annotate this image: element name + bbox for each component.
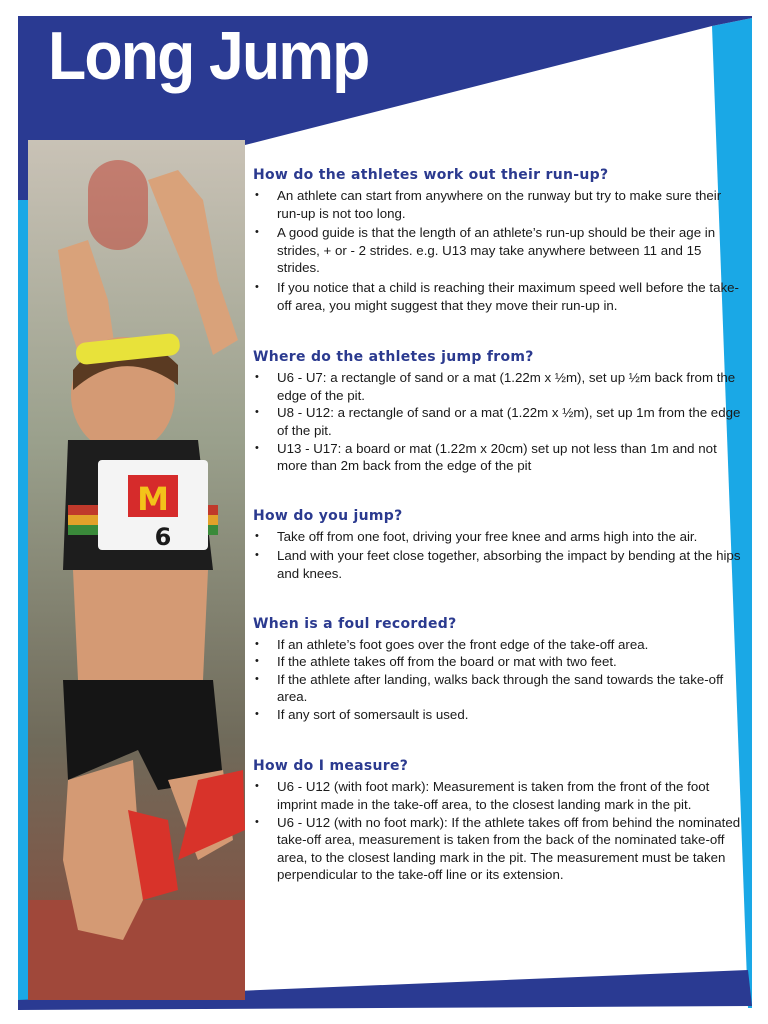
list-item: • If the athlete after landing, walks back through the sand towards the take-off area. — [253, 671, 745, 706]
section-jump-from — [253, 348, 745, 475]
bullet-list — [253, 369, 745, 475]
list-item: • If any sort of somersault is used. — [253, 706, 745, 724]
cyan-border-left — [18, 100, 28, 1008]
section-foul — [253, 615, 745, 724]
bullet-list — [253, 187, 745, 314]
bib-number: 6 — [154, 523, 172, 551]
list-item: • Land with your feet close together, absorbing the impact by bending at the hips and knees. — [253, 547, 745, 582]
section-measure — [253, 757, 745, 884]
section-run-up — [253, 166, 745, 314]
list-item: • U6 - U12 (with foot mark): Measurement is taken from the front of the foot imprint made in the take-off area, to the closest landing mark in the pit. — [253, 778, 745, 813]
list-item: • If the athlete takes off from the board or mat with two feet. — [253, 653, 745, 671]
bullet-list — [253, 528, 745, 583]
list-item: • U8 - U12: a rectangle of sand or a mat (1.22m x ½m), set up 1m from the edge of the pit. — [253, 404, 745, 439]
list-item: • A good guide is that the length of an athlete’s run-up should be their age in strides, + or - 2 strides. e.g. U13 may take anywhere between 11 and 15 strides. — [253, 224, 745, 277]
section-how-jump — [253, 507, 745, 583]
list-item: • An athlete can start from anywhere on the runway but try to make sure their run-up is not too long. — [253, 187, 745, 222]
list-item: • If an athlete’s foot goes over the front edge of the take-off area. — [253, 636, 745, 654]
athlete-photo — [28, 140, 245, 1000]
list-item: • U6 - U12 (with no foot mark): If the athlete takes off from behind the nominated take-off area, measurement is taken from the back of the nominated take-off area, to the closest landing mark in the pit. The measurement must be taken perpendicular to the take-off line or its extension. — [253, 814, 745, 884]
section-heading: Where do the athletes jump from? — [253, 349, 534, 366]
bullet-list — [253, 636, 745, 724]
section-heading: How do the athletes work out their run-up? — [253, 167, 609, 183]
list-item: • U13 - U17: a board or mat (1.22m x 20cm) set up not less than 1m and not more than 2m back from the edge of the pit — [253, 440, 745, 475]
list-item: • If you notice that a child is reaching their maximum speed well before the take-off area, you might suggest that they move their run-up in. — [253, 279, 745, 314]
list-item: • Take off from one foot, driving your free knee and arms high into the air. — [253, 528, 745, 546]
svg-text:M: M — [137, 480, 169, 518]
bullet-list — [253, 778, 745, 884]
content-column — [253, 166, 745, 884]
page-title: Long Jump — [48, 18, 369, 94]
list-item: • U6 - U7: a rectangle of sand or a mat (1.22m x ½m), set up ½m back from the edge of the pit. — [253, 369, 745, 404]
section-heading: How do I measure? — [253, 758, 409, 775]
section-heading: When is a foul recorded? — [253, 615, 457, 632]
section-heading: How do you jump? — [253, 507, 403, 524]
